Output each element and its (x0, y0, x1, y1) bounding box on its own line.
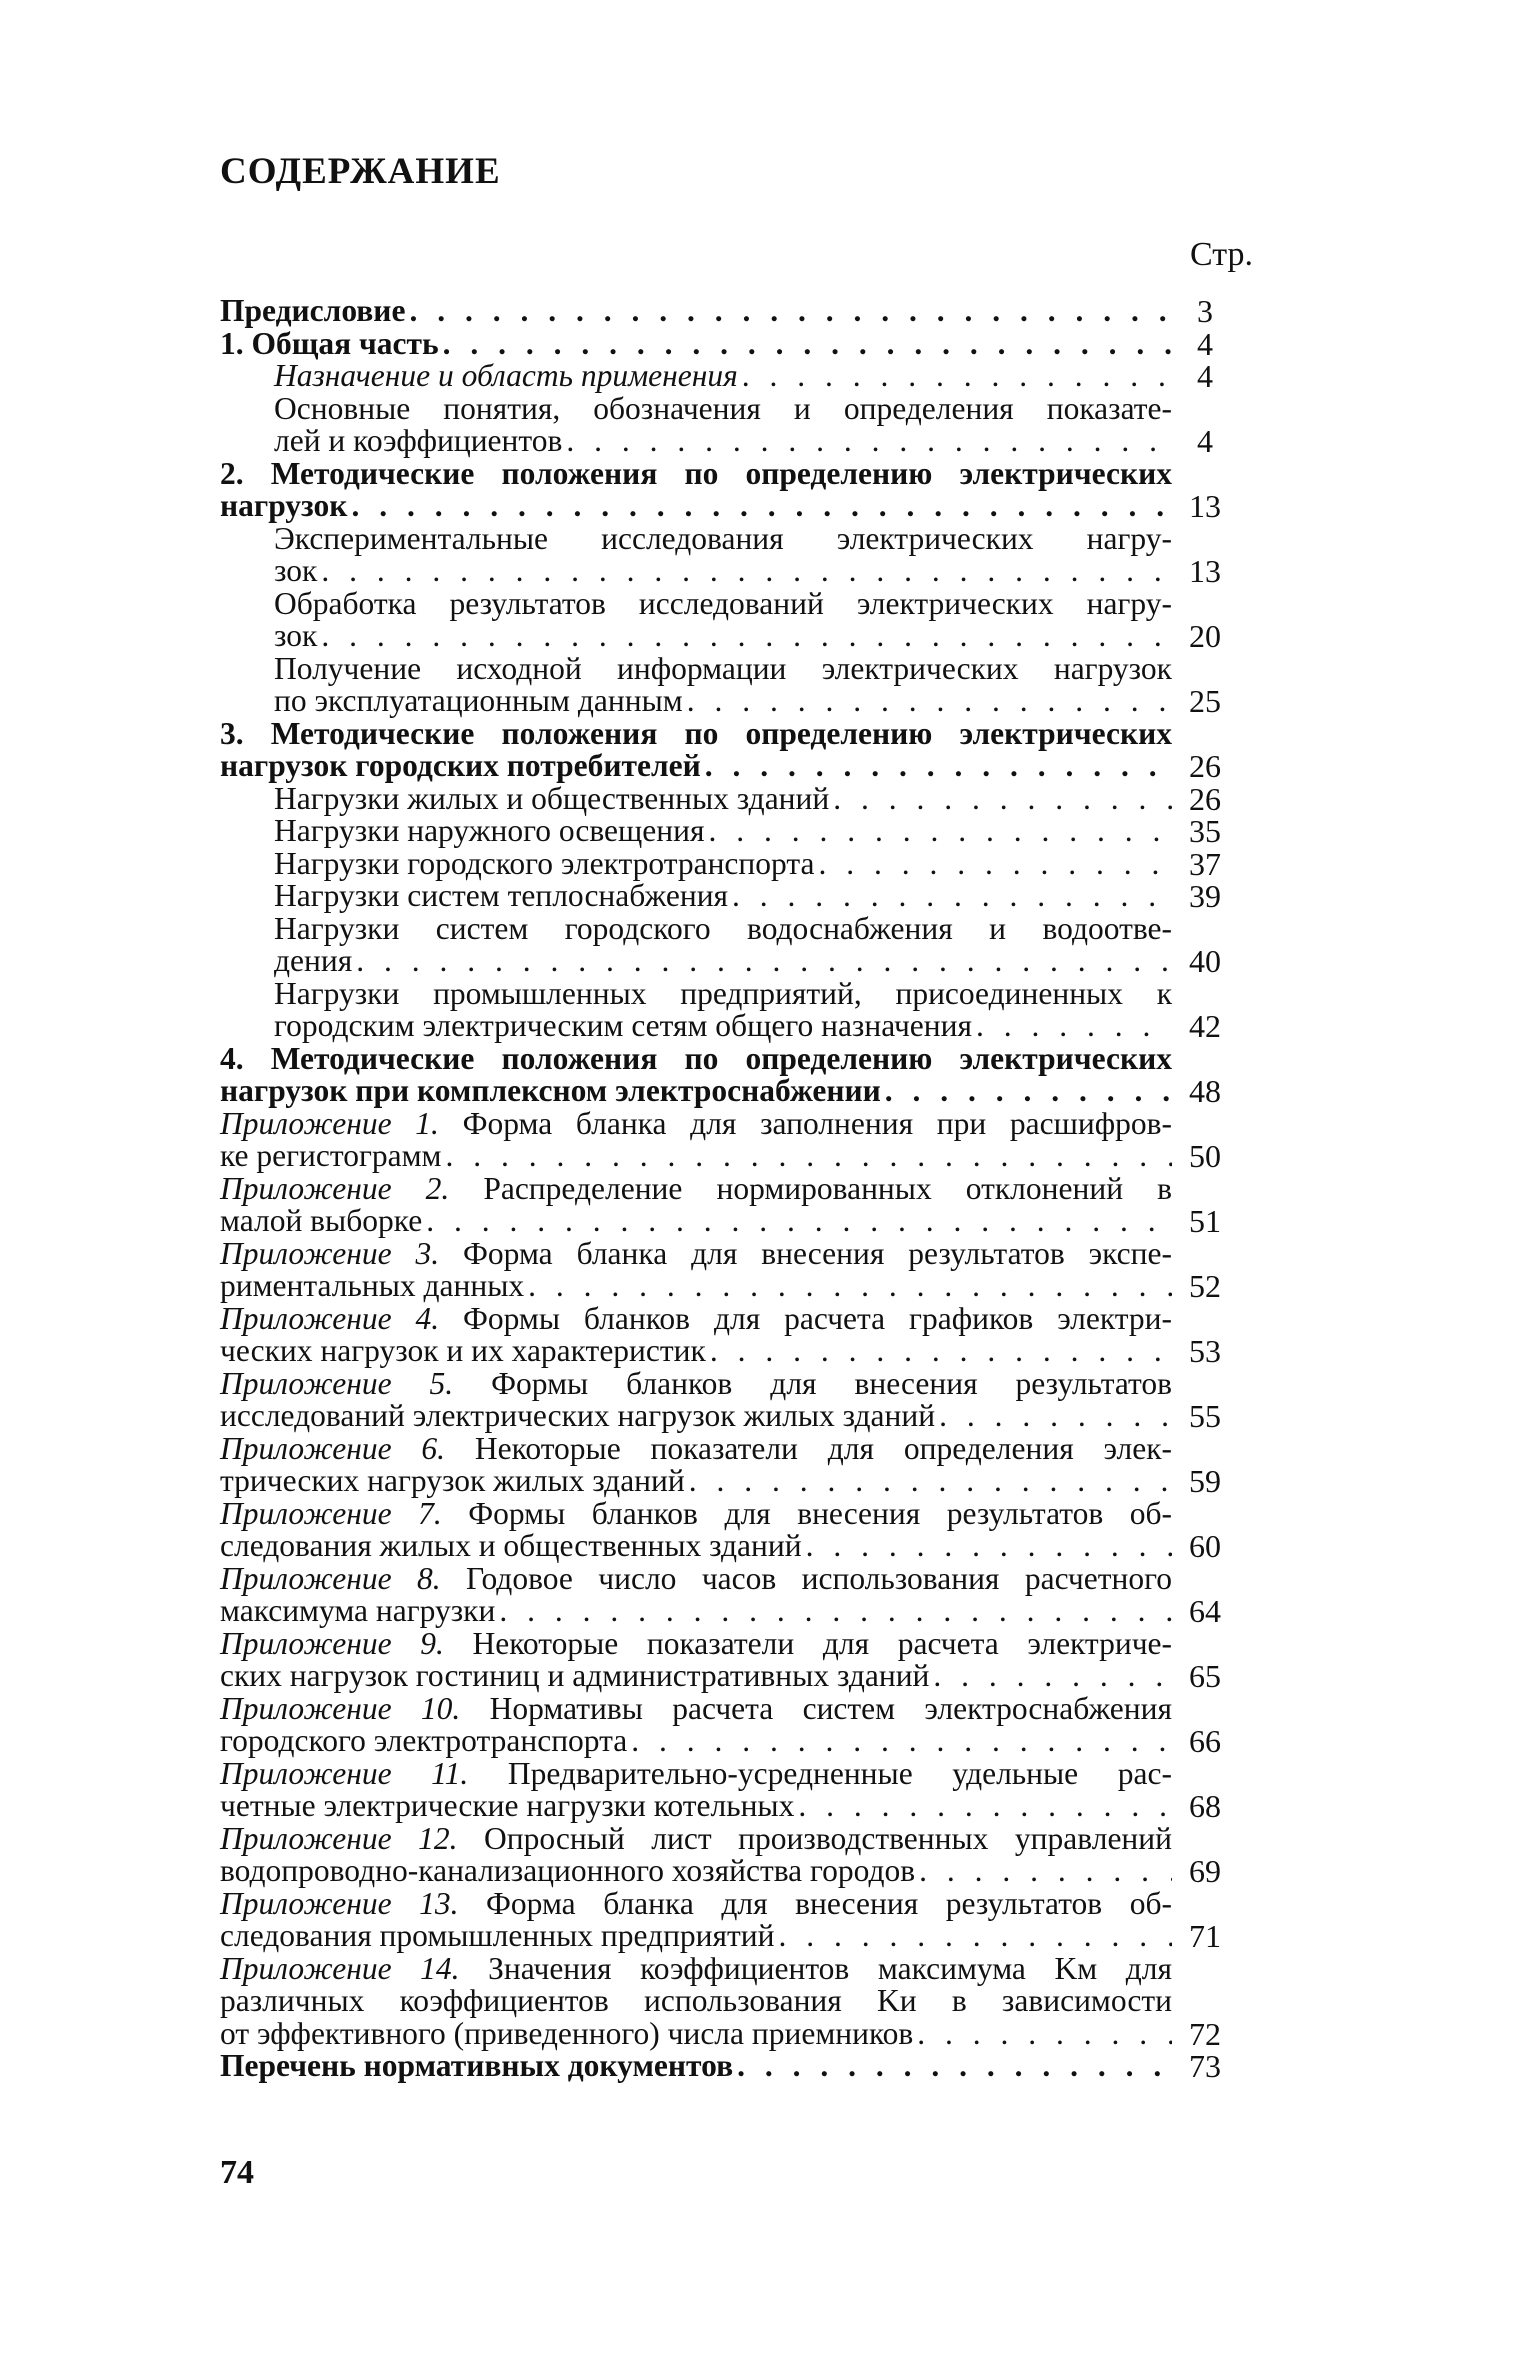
toc-page-number: 72 (1189, 2015, 1221, 2052)
toc-page-number: 25 (1189, 683, 1221, 719)
toc-entry-line: ческих нагрузок и их характеристик . . . (220, 1335, 1172, 1368)
toc-page-number: 69 (1189, 1853, 1221, 1889)
dot-leader (732, 880, 1172, 913)
toc-page-number: 59 (1189, 1463, 1221, 1499)
dot-leader (705, 750, 1172, 783)
toc-entry (220, 295, 1230, 328)
toc-entry-line: Приложение 3. Форма бланка для внесения результатов экспе- (220, 1235, 1172, 1271)
toc-entry-line: Основные понятия, обозначения и определения показате- (274, 390, 1172, 426)
dot-leader (409, 295, 1172, 328)
toc-entry-line: Получение исходной информации электрических нагрузок (274, 650, 1172, 686)
toc-entry-line: городского электротранспорта . . . (220, 1725, 1172, 1758)
dot-leader (566, 425, 1172, 458)
appendix-label: Приложение 12. (220, 1820, 485, 1856)
toc-entry-line: ке регистограмм . . . (220, 1140, 1172, 1173)
toc-page-number: 26 (1189, 748, 1221, 784)
appendix-label: Приложение 5. (220, 1365, 492, 1401)
toc-entry (220, 815, 1230, 848)
dot-leader (806, 1530, 1172, 1563)
toc-entry-line: следования жилых и общественных зданий . . . (220, 1530, 1172, 1563)
toc-page-number: 35 (1189, 813, 1221, 849)
toc-page-number: 65 (1189, 1658, 1221, 1694)
dot-leader (933, 1660, 1172, 1693)
dot-leader (939, 1400, 1172, 1433)
toc-entry (220, 1560, 1230, 1629)
toc-entry-line: Приложение 8. Годовое число часов использования расчетного (220, 1560, 1172, 1596)
toc-entry (220, 880, 1230, 913)
toc-page-number: 4 (1197, 325, 1213, 362)
dot-leader (356, 945, 1172, 978)
toc-entry (220, 975, 1230, 1044)
dot-leader (321, 555, 1172, 588)
dot-leader (818, 848, 1172, 881)
toc-page-number: 55 (1189, 1398, 1221, 1434)
toc-entry-line: Приложение 14. Значения коэффициентов максимума Kм для (220, 1950, 1173, 1986)
toc-entry (220, 390, 1230, 459)
toc-entry (220, 325, 1230, 362)
dot-leader (708, 815, 1172, 848)
toc-page-number: 13 (1189, 553, 1221, 589)
toc-entry-line: Приложение 10. Нормативы расчета систем электроснабжения (220, 1690, 1172, 1726)
toc-entry-line: лей и коэффициентов . . . (274, 425, 1172, 458)
toc-page-number: 4 (1197, 423, 1213, 459)
page-column-label: Стр. (1190, 236, 1254, 273)
toc-entry-line: городским электрическим сетям общего назначения . . . (274, 1010, 1172, 1043)
toc-page-number: 52 (1189, 1268, 1221, 1304)
toc-entry-line: Приложение 12. Опросный лист производственных управлений (220, 1820, 1173, 1856)
dot-leader (631, 1725, 1172, 1758)
toc-entry-line: Нагрузки систем городского водоснабжения и водоотве- (274, 910, 1172, 946)
toc-entry-line: водопроводно-канализационного хозяйства городов . . . (220, 1855, 1172, 1888)
toc-page-number: 42 (1189, 1008, 1221, 1044)
appendix-label: Приложение 11. (220, 1755, 508, 1791)
dot-leader (499, 1595, 1172, 1628)
toc-entry (220, 1755, 1230, 1824)
dot-leader (885, 1075, 1172, 1108)
appendix-label: Приложение 3. (220, 1235, 464, 1271)
toc-page-number: 48 (1189, 1073, 1221, 1109)
toc-entry-line: Приложение 13. Форма бланка для внесения результатов об- (220, 1885, 1172, 1921)
toc-page-number: 26 (1189, 780, 1221, 817)
toc-entry (220, 1170, 1230, 1239)
toc-entry (220, 585, 1230, 654)
toc-entry-line: 4. Методические положения по определению электрических (220, 1040, 1172, 1076)
toc-entry-line: Приложение 2. Распределение нормированных отклонений в (220, 1170, 1172, 1206)
toc-entry (220, 1300, 1230, 1369)
toc-entry-line: исследований электрических нагрузок жилых зданий . . . (220, 1400, 1172, 1433)
toc-page-number: 73 (1189, 2048, 1221, 2084)
toc-entry-line: Нагрузки городского электротранспорта . . . (274, 848, 1172, 881)
dot-leader (976, 1010, 1172, 1043)
appendix-label: Приложение 9. (220, 1625, 473, 1661)
toc-page-number: 37 (1189, 845, 1221, 882)
toc-page-number: 68 (1189, 1788, 1221, 1824)
page-number: 74 (220, 2154, 254, 2191)
toc-entry (220, 1105, 1230, 1174)
toc-page-number: 13 (1189, 488, 1221, 524)
dot-leader (351, 490, 1172, 523)
toc-entry-line: зок . . . (274, 620, 1172, 653)
appendix-label: Приложение 10. (220, 1690, 490, 1726)
toc-entry (220, 715, 1230, 784)
toc-entry-line: Назначение и область применения . . . (274, 360, 1172, 393)
dot-leader (710, 1335, 1172, 1368)
toc-page-number: 39 (1189, 878, 1221, 914)
toc-entry-line: нагрузок городских потребителей . . . (220, 750, 1172, 783)
toc-entry-line: Приложение 7. Формы бланков для внесения результатов об- (220, 1495, 1173, 1531)
toc-page-number: 4 (1197, 358, 1213, 394)
toc-entry-line: Приложение 9. Некоторые показатели для расчета электриче- (220, 1625, 1173, 1661)
toc-entry (220, 1430, 1230, 1499)
toc-entry (220, 1235, 1230, 1304)
dot-leader (687, 685, 1172, 718)
dot-leader (833, 783, 1172, 816)
toc-page-number: 40 (1189, 943, 1221, 979)
dot-leader (917, 2018, 1172, 2051)
dot-leader (528, 1270, 1172, 1303)
toc-entry-line: Приложение 4. Формы бланков для расчета графиков электри- (220, 1300, 1172, 1336)
toc-page-number: 20 (1189, 618, 1221, 654)
toc-page-number: 66 (1189, 1723, 1221, 1759)
appendix-label: Приложение 8. (220, 1560, 467, 1596)
dot-leader (798, 1790, 1172, 1823)
toc-page-number: 51 (1189, 1203, 1221, 1239)
toc-entry (220, 650, 1230, 719)
toc-entry-line: Приложение 6. Некоторые показатели для определения элек- (220, 1430, 1172, 1466)
toc-entry-line: Нагрузки систем теплоснабжения . . . (274, 880, 1172, 913)
dot-leader (742, 360, 1172, 393)
toc-entry-line: следования промышленных предприятий . . . (220, 1920, 1172, 1953)
toc-entry-line: Обработка результатов исследований электрических нагру- (274, 585, 1172, 621)
toc-entry (220, 1690, 1230, 1759)
dot-leader (779, 1920, 1172, 1953)
appendix-label: Приложение 7. (220, 1495, 469, 1531)
toc-entry-line: трических нагрузок жилых зданий . . . (220, 1465, 1172, 1498)
appendix-label: Приложение 14. (220, 1950, 489, 1986)
appendix-label: Приложение 4. (220, 1300, 464, 1336)
toc-entry-line: зок . . . (274, 555, 1172, 588)
toc-entry-line: Нагрузки жилых и общественных зданий . . . (274, 783, 1172, 816)
toc-entry (220, 520, 1230, 589)
toc-entry-line: 1. Общая часть . . . (220, 328, 1172, 361)
toc-entry-line: нагрузок . . . (220, 490, 1172, 523)
appendix-label: Приложение 2. (220, 1170, 484, 1206)
toc-page-number: 53 (1189, 1333, 1221, 1369)
toc-entry-line: Приложение 5. Формы бланков для внесения результатов (220, 1365, 1172, 1401)
appendix-label: Приложение 1. (220, 1105, 463, 1141)
toc-entry-line: 3. Методические положения по определению электрических (220, 715, 1172, 751)
toc-entry (220, 360, 1230, 393)
toc-entry (220, 1365, 1230, 1434)
toc-entry-line: максимума нагрузки . . . (220, 1595, 1172, 1628)
toc-entry (220, 1495, 1230, 1564)
toc-list (220, 295, 1230, 2083)
dot-leader (919, 1855, 1172, 1888)
toc-page-number: 71 (1189, 1918, 1221, 1954)
toc-entry-line: четные электрические нагрузки котельных . . . (220, 1790, 1172, 1823)
toc-entry (220, 1040, 1230, 1109)
page-title: СОДЕРЖАНИЕ (220, 151, 501, 192)
appendix-label: Приложение 6. (220, 1430, 475, 1466)
toc-entry-line: нагрузок при комплексном электроснабжении . . . (220, 1075, 1172, 1108)
toc-page-number: 64 (1189, 1593, 1221, 1629)
toc-entry (220, 845, 1230, 882)
dot-leader (689, 1465, 1172, 1498)
toc-entry-line: Приложение 11. Предварительно-усредненные удельные рас- (220, 1755, 1172, 1791)
toc-entry (220, 910, 1230, 979)
dot-leader (426, 1205, 1172, 1238)
toc-entry (220, 2050, 1230, 2083)
toc-entry (220, 1885, 1230, 1954)
toc-entry-line: риментальных данных . . . (220, 1270, 1172, 1303)
toc-entry-line: различных коэффициентов использования Kи в зависимости (220, 1983, 1172, 2018)
toc-entry-line: Перечень нормативных документов . . . (220, 2050, 1172, 2083)
toc-page-number: 50 (1189, 1138, 1221, 1174)
toc-entry (220, 1625, 1230, 1694)
toc-page-number: 60 (1189, 1528, 1221, 1564)
dot-leader (737, 2050, 1172, 2083)
appendix-label: Приложение 13. (220, 1885, 487, 1921)
toc-entry-line: Нагрузки наружного освещения . . . (274, 815, 1172, 848)
toc-entry (220, 780, 1230, 817)
toc-entry-line: малой выборке . . . (220, 1205, 1172, 1238)
toc-entry-line: дения . . . (274, 945, 1172, 978)
toc-entry-line: Предисловие . . . (220, 295, 1172, 328)
toc-entry-line: от эффективного (приведенного) числа приемников . . . (220, 2018, 1172, 2051)
toc-entry (220, 1820, 1230, 1889)
dot-leader (445, 1140, 1172, 1173)
dot-leader (443, 328, 1172, 361)
toc-entry-line: Приложение 1. Форма бланка для заполнения при расшифров- (220, 1105, 1173, 1141)
toc-entry (220, 1950, 1230, 2052)
toc-page-number: 3 (1197, 293, 1213, 329)
dot-leader (321, 620, 1172, 653)
toc-entry-line: Экспериментальные исследования электрических нагру- (274, 520, 1172, 556)
toc-entry-line: Нагрузки промышленных предприятий, присоединенных к (274, 975, 1172, 1011)
toc-entry (220, 455, 1230, 524)
toc-entry-line: 2. Методические положения по определению электрических (220, 455, 1172, 491)
toc-entry-line: по эксплуатационным данным . . . (274, 685, 1172, 718)
toc-entry-line: ских нагрузок гостиниц и административных зданий . . . (220, 1660, 1172, 1693)
